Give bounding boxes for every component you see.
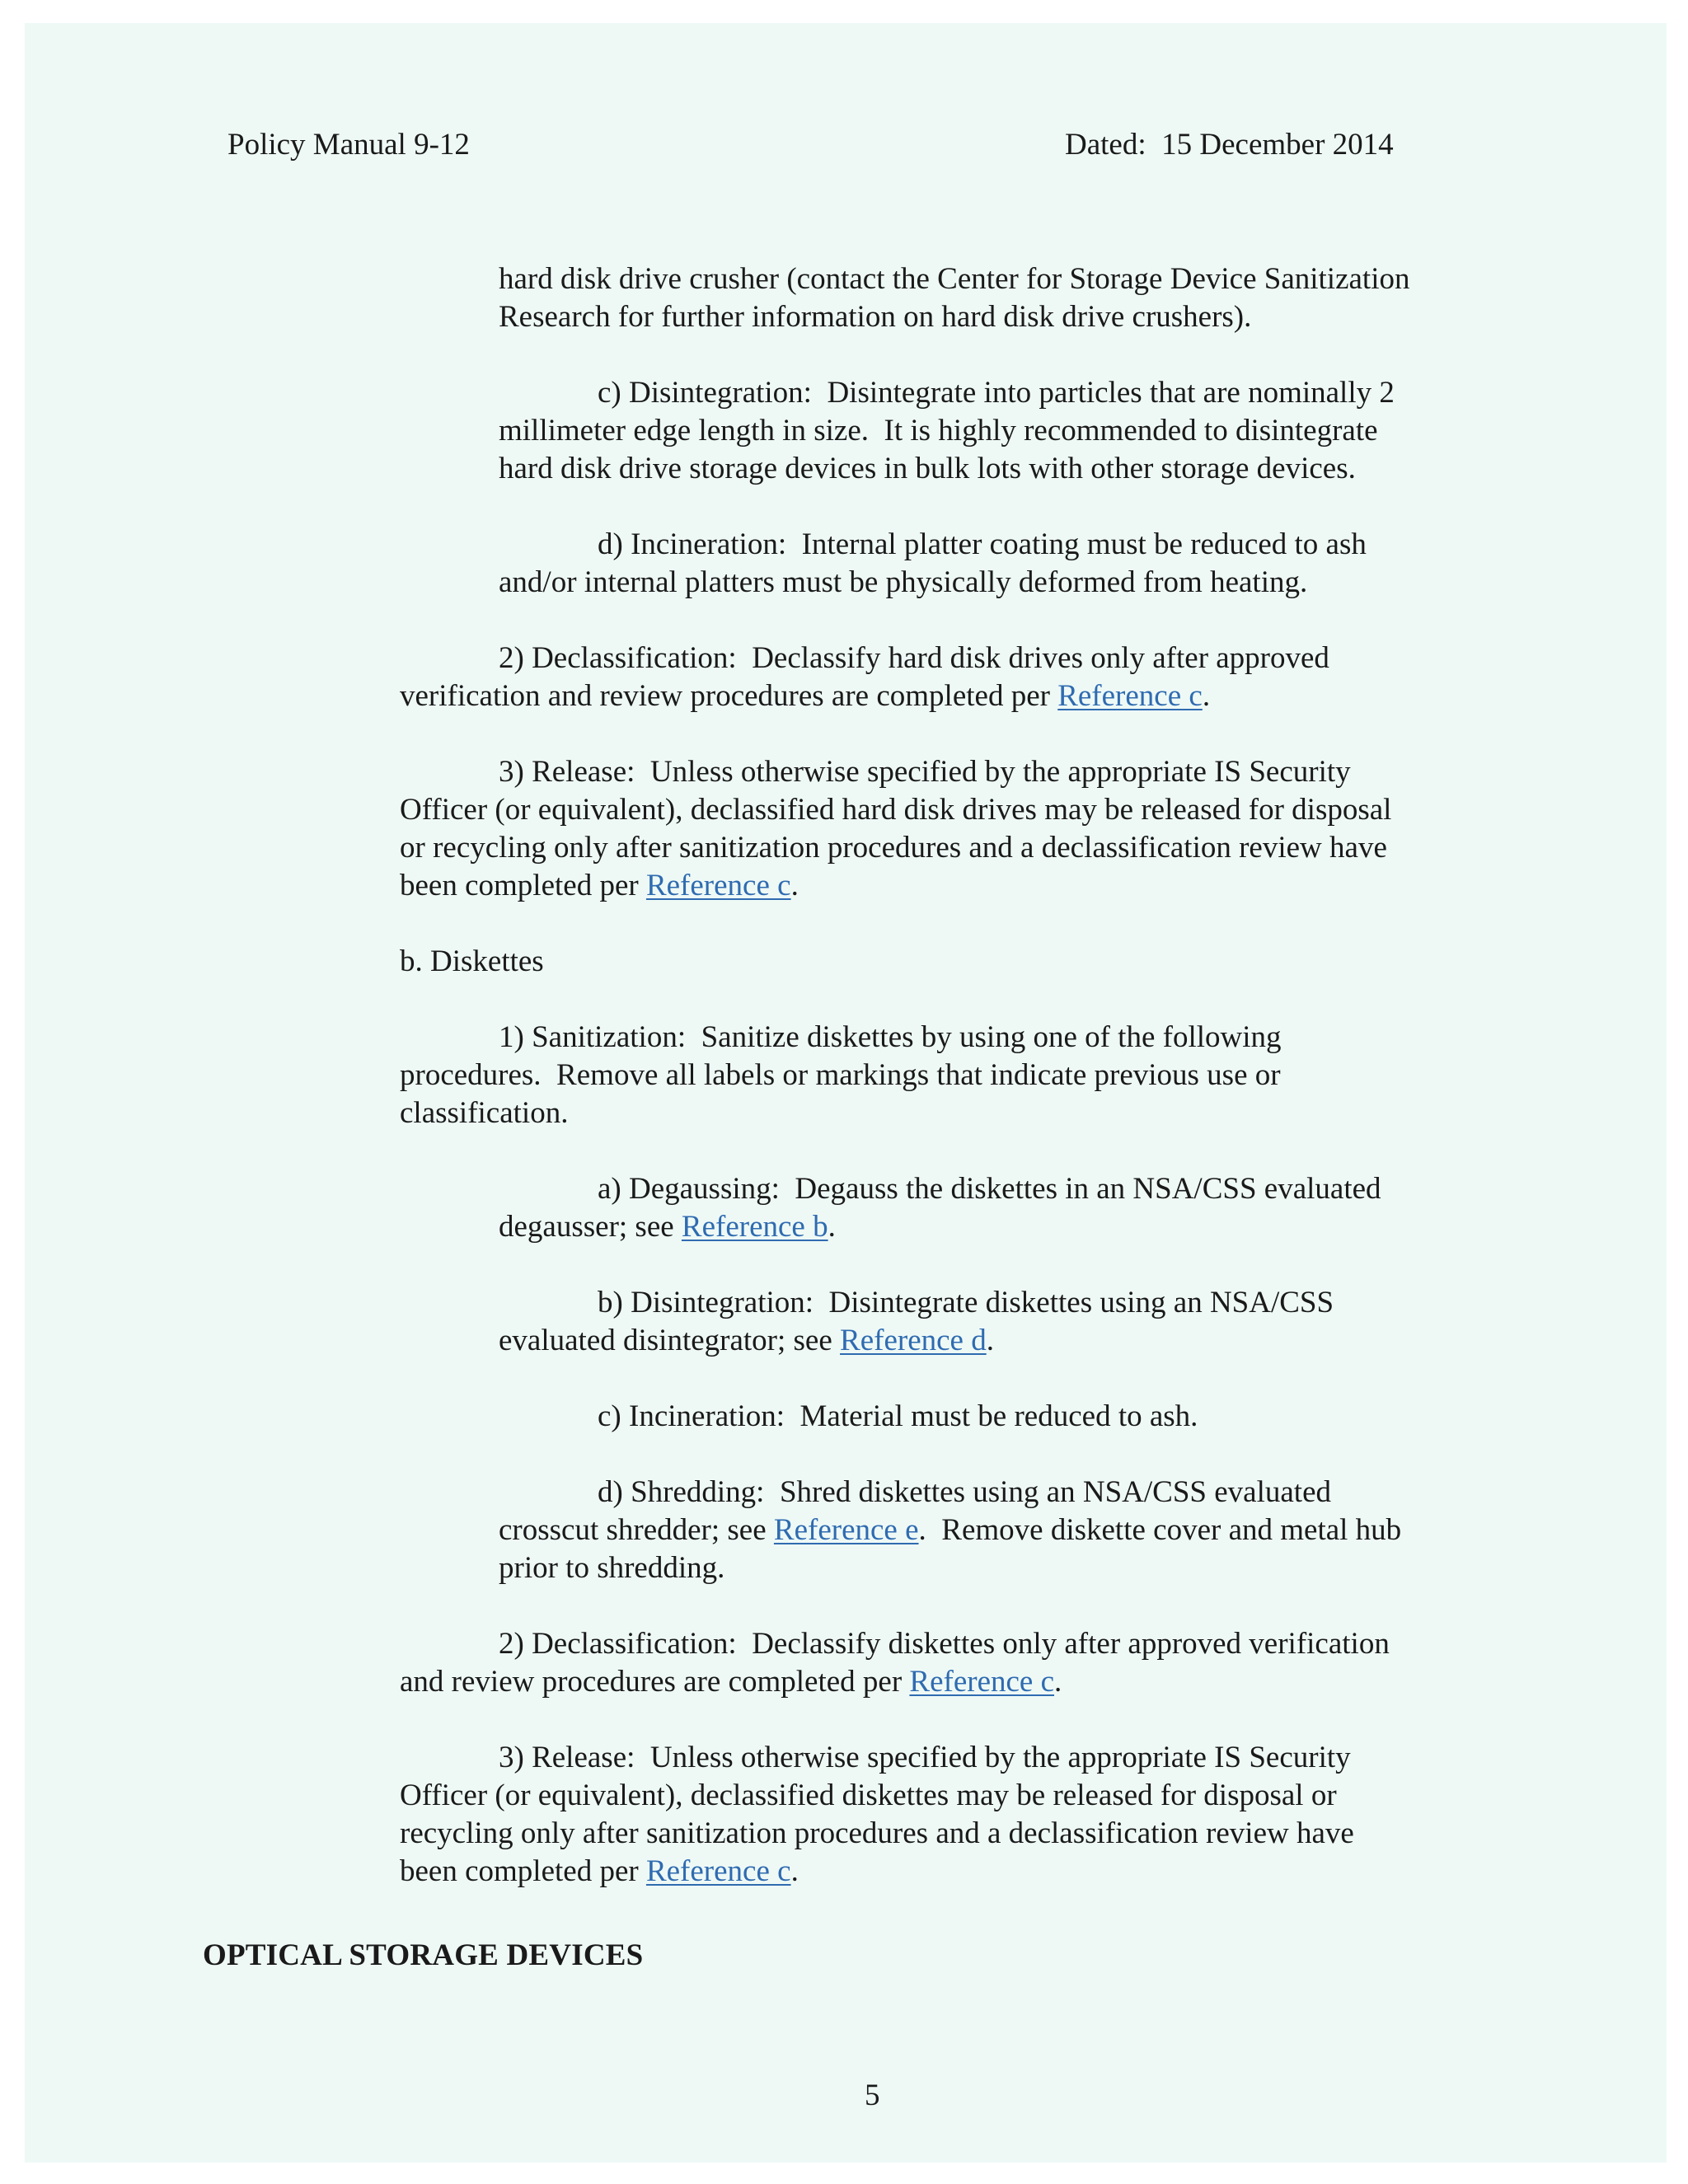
paragraph-line: c) Disintegration: Disintegrate into particles that are nominally 2 <box>598 376 1395 410</box>
line-text: . <box>828 1210 836 1244</box>
line-text: . <box>790 1854 799 1888</box>
paragraph-line: hard disk drive crusher (contact the Center for Storage Device Sanitization <box>499 262 1410 296</box>
paragraph-line: a) Degaussing: Degauss the diskettes in an NSA/CSS evaluated <box>598 1172 1381 1206</box>
paragraph-line <box>400 677 1210 715</box>
line-text: and review procedures are completed per <box>400 1665 910 1699</box>
header-title: Policy Manual 9-12 <box>227 128 470 162</box>
paragraph-line <box>400 867 799 905</box>
subsection-heading: b. Diskettes <box>400 944 544 978</box>
line-text: . <box>986 1324 994 1357</box>
line-text: degausser; see <box>499 1210 682 1244</box>
line-text: verification and review procedures are completed per <box>400 679 1058 713</box>
reference-link[interactable]: Reference c <box>645 869 791 902</box>
paragraph-line: 2) Declassification: Declassify hard disk drives only after approved <box>499 641 1329 675</box>
paragraph-line: 3) Release: Unless otherwise specified by the appropriate IS Security <box>499 755 1351 789</box>
line-text: crosscut shredder; see <box>499 1513 774 1547</box>
line-text: evaluated disintegrator; see <box>499 1324 841 1357</box>
paragraph-line: c) Incineration: Material must be reduced to ash. <box>598 1399 1198 1433</box>
paragraph-line: millimeter edge length in size. It is highly recommended to disintegrate <box>499 414 1378 448</box>
paragraph-line <box>499 1322 994 1360</box>
paragraph-line: 3) Release: Unless otherwise specified by the appropriate IS Security <box>499 1741 1351 1774</box>
page-number: 5 <box>865 2079 880 2112</box>
paragraph-line <box>499 1208 836 1246</box>
line-text: been completed per <box>400 1854 646 1888</box>
line-text: . Remove diskette cover and metal hub <box>918 1513 1402 1547</box>
paragraph-line: recycling only after sanitization procedures and a declassification review have <box>400 1816 1354 1850</box>
paragraph-line: Officer (or equivalent), declassified hard disk drives may be released for disposal <box>400 793 1392 827</box>
reference-link[interactable]: Reference c <box>909 1665 1055 1699</box>
paragraph-line: 1) Sanitization: Sanitize diskettes by using one of the following <box>499 1020 1282 1054</box>
paragraph-line: d) Shredding: Shred diskettes using an NSA/CSS evaluated <box>598 1475 1331 1509</box>
paragraph-line: prior to shredding. <box>499 1551 725 1585</box>
reference-link[interactable]: Reference e <box>773 1513 919 1547</box>
document-page <box>25 23 1667 2163</box>
paragraph-line: d) Incineration: Internal platter coating must be reduced to ash <box>598 527 1367 561</box>
reference-link[interactable]: Reference d <box>840 1324 987 1357</box>
line-text: been completed per <box>400 869 646 902</box>
paragraph-line <box>499 1511 1401 1549</box>
line-text: . <box>1054 1665 1062 1699</box>
section-heading: OPTICAL STORAGE DEVICES <box>203 1938 644 1972</box>
reference-link[interactable]: Reference b <box>681 1210 828 1244</box>
reference-link[interactable]: Reference c <box>1057 679 1203 713</box>
paragraph-line: or recycling only after sanitization procedures and a declassification review have <box>400 831 1387 865</box>
paragraph-line: 2) Declassification: Declassify diskettes only after approved verification <box>499 1627 1390 1661</box>
paragraph-line: hard disk drive storage devices in bulk lots with other storage devices. <box>499 452 1356 485</box>
line-text: . <box>1202 679 1211 713</box>
paragraph-line: classification. <box>400 1096 569 1130</box>
paragraph-line: Research for further information on hard disk drive crushers). <box>499 300 1252 334</box>
paragraph-line: and/or internal platters must be physically deformed from heating. <box>499 565 1308 599</box>
header-date: Dated: 15 December 2014 <box>1065 128 1394 162</box>
paragraph-line: procedures. Remove all labels or markings that indicate previous use or <box>400 1058 1281 1092</box>
paragraph-line <box>400 1853 799 1891</box>
paragraph-line: b) Disintegration: Disintegrate diskettes using an NSA/CSS <box>598 1286 1334 1319</box>
paragraph-line <box>400 1663 1062 1701</box>
reference-link[interactable]: Reference c <box>645 1854 791 1888</box>
line-text: . <box>790 869 799 902</box>
paragraph-line: Officer (or equivalent), declassified diskettes may be released for disposal or <box>400 1779 1337 1812</box>
